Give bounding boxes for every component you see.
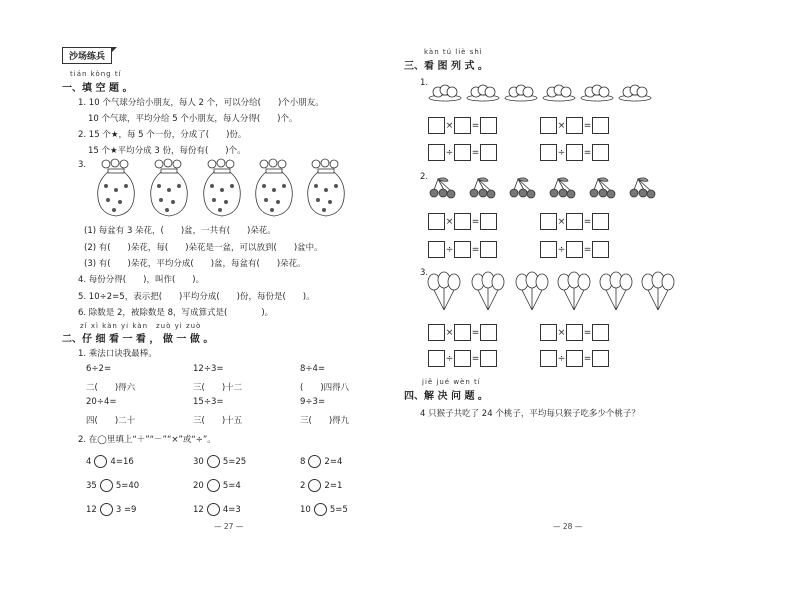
answer-box[interactable] (592, 213, 609, 230)
answer-box[interactable] (454, 144, 471, 161)
question-5: 5. 10÷2=5，表示把( )平均分成( )份，每份是( )。 (78, 292, 315, 302)
multiplication-equation (540, 117, 609, 134)
question-3c: (3) 有( )朵花，平均分成( )盆，每盆有( )朵花。 (84, 259, 306, 269)
grid-cell: 二( )得六 (86, 383, 136, 393)
section-tag: 沙场练兵 (62, 47, 112, 64)
answer-box[interactable] (566, 324, 583, 341)
divide-sign: ÷ (445, 353, 454, 364)
grid-cell: 6÷2= (86, 364, 112, 374)
equals-sign: = (471, 244, 480, 255)
times-sign: × (445, 120, 454, 131)
equals-sign: = (583, 353, 592, 364)
section-4-title: 四、解 决 问 题 。 (404, 391, 488, 402)
division-equation (428, 144, 497, 161)
grid-cell: 9÷3= (300, 397, 326, 407)
answer-box[interactable] (428, 324, 445, 341)
fruit-plate-icon (542, 82, 576, 102)
grid-cell: 8÷4= (300, 364, 326, 374)
section-2-question-2: 2. 在◯里填上“＋”“－”“×”或“÷”。 (78, 435, 216, 445)
answer-box[interactable] (454, 117, 471, 134)
operator-item (300, 455, 342, 468)
fruit-plate-icon (618, 82, 652, 102)
answer-box[interactable] (566, 241, 583, 258)
item-1-number: 1. (420, 78, 429, 88)
answer-box[interactable] (540, 350, 557, 367)
section-1-title: 一、填 空 题 。 (62, 83, 133, 94)
division-equation (540, 241, 609, 258)
division-equation (540, 144, 609, 161)
grid-cell: 三( )得九 (300, 416, 350, 426)
cherries-icon (628, 176, 656, 200)
answer-box[interactable] (428, 213, 445, 230)
answer-box[interactable] (454, 324, 471, 341)
balloons-icon (514, 272, 550, 314)
question-6: 6. 除数是 2，被除数是 8，写成算式是( )。 (78, 308, 274, 318)
answer-box[interactable] (566, 350, 583, 367)
times-sign: × (445, 216, 454, 227)
answer-box[interactable] (480, 144, 497, 161)
multiplication-equation (428, 213, 497, 230)
answer-box[interactable] (592, 350, 609, 367)
answer-box[interactable] (592, 324, 609, 341)
pinyin-look-do: zǐ xì kàn yi kàn zuò yi zuò (80, 322, 202, 330)
fruit-plate-icon (504, 82, 538, 102)
question-2a: 2. 15 个★，每 5 个一份，分成了( )份。 (78, 130, 247, 140)
page-number-left: — 27 — (214, 522, 244, 531)
operator-item (300, 479, 342, 492)
fruit-plate-icon (580, 82, 614, 102)
equals-sign: = (583, 147, 592, 158)
balloons-icon (598, 272, 634, 314)
question-4: 4. 每份分得( )，叫作( )。 (78, 275, 205, 285)
balloons-icon (556, 272, 592, 314)
operand-left: 12 (86, 505, 97, 515)
answer-box[interactable] (540, 144, 557, 161)
vase-icon (192, 158, 252, 220)
section-2-question-1: 1. 乘法口诀我最棒。 (78, 349, 157, 359)
operator-item (300, 503, 348, 516)
vase-icon (86, 158, 146, 220)
question-3a: (1) 每盆有 3 朵花，( )盆，一共有( )朵花。 (84, 226, 276, 236)
multiplication-equation (428, 324, 497, 341)
operand-right: 3 =9 (115, 505, 137, 515)
equals-sign: = (583, 216, 592, 227)
division-equation (428, 350, 497, 367)
equals-sign: = (471, 327, 480, 338)
operator-item (86, 479, 139, 492)
equals-sign: = (583, 327, 592, 338)
equals-sign: = (471, 120, 480, 131)
answer-box[interactable] (480, 213, 497, 230)
grid-cell: 12÷3= (193, 364, 224, 374)
operator-circle[interactable] (100, 479, 113, 492)
operand-right: 5=25 (222, 457, 247, 467)
operator-item (86, 503, 136, 516)
grid-cell: 15÷3= (193, 397, 224, 407)
answer-box[interactable] (428, 144, 445, 161)
operand-left: 12 (193, 505, 204, 515)
operand-left: 2 (300, 481, 306, 491)
answer-box[interactable] (428, 117, 445, 134)
cherries-icon (428, 176, 456, 200)
operand-left: 4 (86, 457, 92, 467)
operand-left: 20 (193, 481, 204, 491)
times-sign: × (445, 327, 454, 338)
answer-box[interactable] (540, 241, 557, 258)
answer-box[interactable] (540, 324, 557, 341)
operator-item (193, 479, 241, 492)
pinyin-fill-blank: tián kòng tí (70, 70, 122, 78)
equals-sign: = (471, 147, 480, 158)
division-equation (540, 350, 609, 367)
divide-sign: ÷ (557, 147, 566, 158)
operator-circle[interactable] (308, 479, 321, 492)
operand-right: 5=5 (329, 505, 348, 515)
operator-item (193, 503, 241, 516)
operator-circle[interactable] (207, 479, 220, 492)
answer-box[interactable] (480, 350, 497, 367)
division-equation (428, 241, 497, 258)
balloons-icon (470, 272, 506, 314)
operator-item (86, 455, 134, 468)
question-3-number: 3. (78, 160, 87, 170)
answer-box[interactable] (480, 241, 497, 258)
item-2-number: 2. (420, 172, 429, 182)
answer-box[interactable] (592, 144, 609, 161)
operator-circle[interactable] (94, 455, 107, 468)
word-problem: 4 只猴子共吃了 24 个桃子，平均每只猴子吃多少个桃子？ (420, 409, 640, 419)
times-sign: × (557, 120, 566, 131)
operand-right: 4=16 (110, 457, 134, 467)
cherries-icon (508, 176, 536, 200)
operator-circle[interactable] (207, 503, 220, 516)
operand-right: 5=40 (115, 481, 140, 491)
operand-right: 5=4 (222, 481, 241, 491)
answer-box[interactable] (566, 117, 583, 134)
answer-box[interactable] (592, 241, 609, 258)
answer-box[interactable] (540, 213, 557, 230)
answer-box[interactable] (540, 117, 557, 134)
grid-cell: 三( )十五 (193, 416, 243, 426)
vase-icon (139, 158, 199, 220)
answer-box[interactable] (566, 213, 583, 230)
question-3b: (2) 有( )朵花，每( )朵花是一盆，可以放到( )盆中。 (84, 243, 323, 253)
equals-sign: = (471, 353, 480, 364)
operator-circle[interactable] (207, 455, 220, 468)
section-2-title: 二、仔 细 看 一 看 ， 做 一 做 。 (62, 334, 214, 345)
answer-box[interactable] (566, 144, 583, 161)
operator-item (193, 455, 246, 468)
vase-icon (244, 158, 304, 220)
fruit-plate-icon (466, 82, 500, 102)
section-3-title: 三、看 图 列 式 。 (404, 61, 488, 72)
page-number-right: — 28 — (553, 522, 583, 531)
cherries-icon (588, 176, 616, 200)
pinyin-solve-problem: jiě jué wèn tí (422, 378, 481, 386)
cherries-icon (468, 176, 496, 200)
multiplication-equation (428, 117, 497, 134)
multiplication-equation (540, 324, 609, 341)
grid-cell: ( )四得八 (300, 383, 350, 393)
operator-circle[interactable] (314, 503, 327, 516)
equals-sign: = (583, 244, 592, 255)
grid-cell: 四( )二十 (86, 416, 136, 426)
fruit-plate-icon (428, 82, 462, 102)
operand-right: 2=4 (324, 457, 343, 467)
cherries-icon (548, 176, 576, 200)
operand-left: 10 (300, 505, 311, 515)
multiplication-equation (540, 213, 609, 230)
question-1a: 1. 10 个气球分给小朋友，每人 2 个，可以分给( )个小朋友。 (78, 98, 324, 108)
operator-circle[interactable] (308, 455, 321, 468)
item-3-number: 3. (420, 268, 429, 278)
divide-sign: ÷ (445, 147, 454, 158)
answer-box[interactable] (428, 350, 445, 367)
divide-sign: ÷ (445, 244, 454, 255)
answer-box[interactable] (592, 117, 609, 134)
operand-left: 30 (193, 457, 204, 467)
times-sign: × (557, 216, 566, 227)
divide-sign: ÷ (557, 244, 566, 255)
times-sign: × (557, 327, 566, 338)
pinyin-look-picture: kàn tú liè shì (424, 48, 483, 56)
operator-circle[interactable] (100, 503, 113, 516)
answer-box[interactable] (480, 117, 497, 134)
operand-right: 4=3 (222, 505, 241, 515)
answer-box[interactable] (454, 213, 471, 230)
balloons-icon (426, 272, 462, 314)
operand-left: 8 (300, 457, 306, 467)
question-1b: 10 个气球，平均分给 5 个小朋友，每人分得( )个。 (88, 114, 298, 124)
answer-box[interactable] (454, 350, 471, 367)
operand-right: 2=1 (324, 481, 343, 491)
operand-left: 35 (86, 481, 97, 491)
answer-box[interactable] (480, 324, 497, 341)
equals-sign: = (471, 216, 480, 227)
grid-cell: 三( )十二 (193, 383, 243, 393)
equals-sign: = (583, 120, 592, 131)
answer-box[interactable] (428, 241, 445, 258)
question-2b: 15 个★平均分成 3 份，每份有( )个。 (88, 146, 246, 156)
answer-box[interactable] (454, 241, 471, 258)
grid-cell: 20÷4= (86, 397, 117, 407)
divide-sign: ÷ (557, 353, 566, 364)
balloons-icon (640, 272, 676, 314)
vase-icon (296, 158, 356, 220)
